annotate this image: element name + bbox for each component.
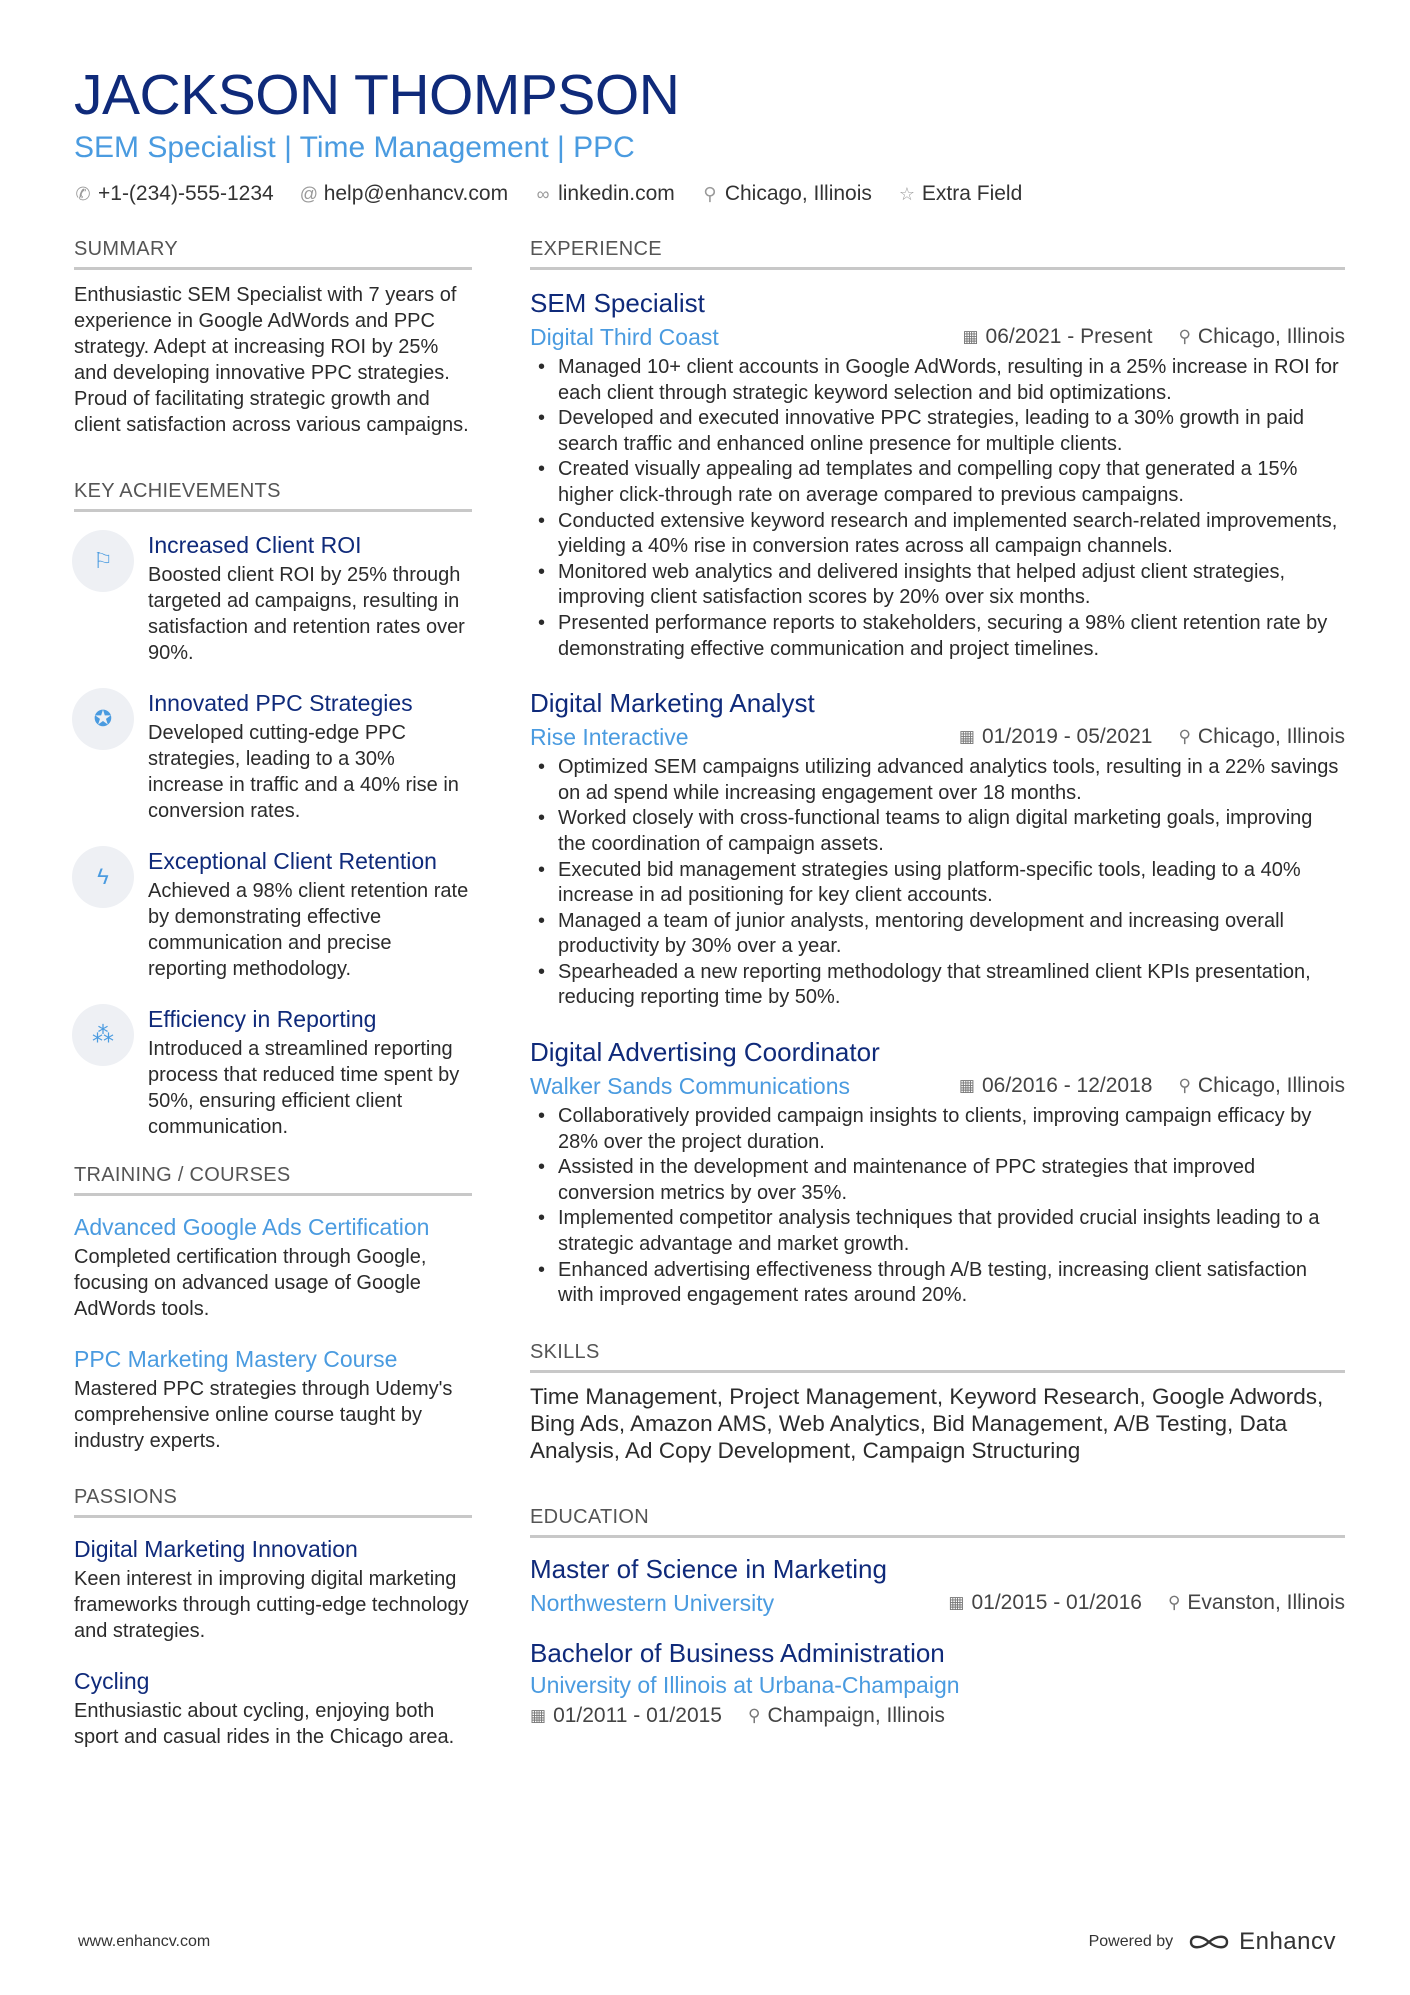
- achievement-item: [74, 846, 472, 982]
- achievement-item: [74, 688, 472, 824]
- lightning-icon: ϟ: [72, 846, 134, 908]
- contact-email[interactable]: [300, 180, 508, 208]
- job-bullet: • Assisted in the development and maintenance of PPC strategies that improved conversion metrics by over 35%.: [530, 1155, 1345, 1206]
- powered-by-label: Powered by: [1088, 1933, 1174, 1950]
- contact-extra-text: Extra Field: [921, 182, 1023, 205]
- email-icon: @: [299, 184, 318, 204]
- job-entry: [530, 286, 1345, 662]
- passions-heading: PASSIONS: [74, 1484, 472, 1518]
- job-bullets: [530, 355, 1345, 662]
- location-icon: ⚲: [1167, 1592, 1181, 1612]
- job-bullet: • Developed and executed innovative PPC strategies, leading to a 30% growth in paid search traffic and enhanced online presence for multiple clients.: [530, 406, 1345, 457]
- edu-location-text: Champaign, Illinois: [767, 1703, 945, 1727]
- achievement-desc: Introduced a streamlined reporting process that reduced time spent by 50%, ensuring efficient client communication.: [148, 1038, 460, 1138]
- magic-wand-icon: ⁂: [72, 1004, 134, 1066]
- job-bullet: • Managed 10+ client accounts in Google AdWords, resulting in a 25% increase in ROI for each client through strategic keyword selection and bid optimizations.: [530, 355, 1345, 406]
- job-bullet: • Managed a team of junior analysts, mentoring development and increasing overall productivity by 30% over a year.: [530, 909, 1345, 960]
- achievements-section: [74, 478, 472, 1140]
- job-bullet: • Executed bid management strategies using platform-specific tools, leading to a 40% increase in ad positioning for key client accounts.: [530, 858, 1345, 909]
- edu-location: [1168, 1589, 1345, 1617]
- location-icon: ⚲: [748, 1705, 761, 1725]
- contact-location: [701, 180, 872, 208]
- education-heading: EDUCATION: [530, 1504, 1345, 1538]
- achievement-item: [74, 530, 472, 666]
- contact-extra: [898, 180, 1022, 208]
- job-bullet: • Enhanced advertising effectiveness through A/B testing, increasing client satisfaction with improved engagement rates around 20%.: [530, 1258, 1345, 1309]
- education-entry: [530, 1636, 1345, 1730]
- job-bullet: • Created visually appealing ad templates and compelling copy that generated a 15% higher click-through rate on average compared to previous campaigns.: [530, 457, 1345, 508]
- job-location-text: Chicago, Illinois: [1197, 725, 1345, 749]
- job-location: [1178, 1072, 1345, 1100]
- achievement-title: Increased Client ROI: [148, 532, 362, 558]
- job-bullet: • Implemented competitor analysis techniques that provided crucial insights leading to a strategic advantage and market growth.: [530, 1206, 1345, 1257]
- job-location-text: Chicago, Illinois: [1197, 325, 1345, 348]
- skills-text: Time Management, Project Management, Keyword Research, Google Adwords, Bing Ads, Amazon AMS, Web Analytics, Bid Management, A/B Testing, Data Analysis, Ad Copy Development, Campaign Structuring: [530, 1383, 1324, 1463]
- calendar-icon: ▦: [530, 1705, 547, 1725]
- location-icon: ⚲: [1178, 1076, 1191, 1096]
- education-section: [530, 1504, 1345, 1730]
- course-item: [74, 1344, 472, 1454]
- job-bullet: • Worked closely with cross-functional teams to align digital marketing goals, improving the coordination of campaign assets.: [530, 806, 1345, 857]
- job-role: Digital Marketing Analyst: [530, 688, 815, 719]
- powered-by: [1089, 1928, 1336, 1956]
- summary-section: [74, 236, 472, 438]
- job-company: Rise Interactive: [530, 724, 689, 751]
- calendar-icon: ▦: [958, 1076, 975, 1096]
- job-bullet: • Monitored web analytics and delivered insights that helped adjust client strategies, improving client satisfaction scores by 20% over six months.: [530, 560, 1345, 611]
- job-location: [1178, 323, 1345, 351]
- left-column: [74, 236, 472, 1790]
- job-bullet: • Presented performance reports to stakeholders, securing a 98% client retention rate by demonstrating effective communication and project timelines.: [530, 611, 1345, 662]
- experience-section: [530, 236, 1345, 1309]
- calendar-icon: ▦: [948, 1592, 965, 1612]
- location-icon: ⚲: [1178, 327, 1191, 346]
- job-bullet: • Collaboratively provided campaign insights to clients, improving campaign efficacy by 28% over the project duration.: [530, 1104, 1345, 1155]
- passion-item: [74, 1534, 472, 1644]
- flag-icon: ⚐: [72, 530, 134, 592]
- contact-linkedin[interactable]: [534, 180, 675, 208]
- job-entry: [530, 686, 1345, 1011]
- training-heading: TRAINING / COURSES: [74, 1162, 472, 1196]
- job-location: [1178, 723, 1345, 751]
- calendar-icon: ▦: [958, 727, 975, 747]
- course-title: PPC Marketing Mastery Course: [74, 1346, 398, 1372]
- summary-text: Enthusiastic SEM Specialist with 7 years of experience in Google AdWords and PPC strategy. Adept at increasing ROI by 25% and developing innovative PPC strategies. Proud of facilitating strategic growth and client satisfaction across various campaigns.: [74, 284, 469, 436]
- passion-desc: Enthusiastic about cycling, enjoying both sport and casual rides in the Chicago area.: [74, 1700, 455, 1748]
- edu-degree: Bachelor of Business Administration: [530, 1637, 945, 1668]
- edu-dates-text: 01/2011 - 01/2015: [553, 1703, 722, 1727]
- achievement-title: Exceptional Client Retention: [148, 848, 437, 874]
- job-bullet: • Optimized SEM campaigns utilizing advanced analytics tools, resulting in a 22% savings on ad spend while increasing engagement over 18 months.: [530, 755, 1345, 806]
- passions-section: [74, 1484, 472, 1750]
- job-dates-text: 01/2019 - 05/2021: [981, 725, 1153, 749]
- training-section: [74, 1162, 472, 1454]
- skills-heading: SKILLS: [530, 1339, 1345, 1373]
- job-company: Digital Third Coast: [530, 324, 719, 350]
- star-icon: ☆: [898, 184, 915, 204]
- edu-school: University of Illinois at Urbana-Champaign: [530, 1671, 960, 1698]
- calendar-icon: ▦: [962, 327, 979, 346]
- edu-degree: Master of Science in Marketing: [530, 1553, 887, 1584]
- brand-name: Enhancv: [1239, 1928, 1336, 1955]
- experience-heading: EXPERIENCE: [530, 236, 1345, 270]
- edu-location: [748, 1702, 945, 1730]
- contact-bar: [74, 180, 1344, 208]
- achievement-desc: Achieved a 98% client retention rate by demonstrating effective communication and precise reporting methodology.: [148, 880, 469, 980]
- education-entry: [530, 1552, 1345, 1618]
- candidate-title: SEM Specialist | Time Management | PPC: [74, 131, 635, 164]
- right-column: [530, 236, 1345, 1770]
- edu-dates: [530, 1702, 722, 1730]
- job-dates-text: 06/2021 - Present: [985, 325, 1153, 348]
- job-bullets: [530, 755, 1345, 1011]
- course-desc: Mastered PPC strategies through Udemy's comprehensive online course taught by industry experts.: [74, 1378, 453, 1452]
- contact-email-text: help@enhancv.com: [323, 182, 509, 205]
- contact-phone: [74, 180, 274, 208]
- brand-logo[interactable]: [1187, 1928, 1336, 1956]
- course-item: [74, 1212, 472, 1322]
- contact-phone-text: +1-(234)-555-1234: [98, 182, 274, 205]
- course-title: Advanced Google Ads Certification: [74, 1214, 430, 1240]
- location-icon: ⚲: [703, 184, 717, 204]
- link-icon: ∞: [536, 184, 550, 204]
- job-location-text: Chicago, Illinois: [1197, 1074, 1345, 1098]
- achievement-item: [74, 1004, 472, 1140]
- job-bullets: [530, 1104, 1345, 1309]
- passion-desc: Keen interest in improving digital marketing frameworks through cutting-edge technology and strategies.: [74, 1568, 469, 1642]
- achievement-desc: Boosted client ROI by 25% through targeted ad campaigns, resulting in satisfaction and retention rates over 90%.: [148, 564, 465, 664]
- job-role: Digital Advertising Coordinator: [530, 1037, 880, 1068]
- job-bullet: • Conducted extensive keyword research and implemented search-related improvements, yielding a 40% rise in conversion rates across all campaign channels.: [530, 509, 1345, 560]
- job-dates-text: 06/2016 - 12/2018: [981, 1074, 1153, 1098]
- course-desc: Completed certification through Google, focusing on advanced usage of Google AdWords tools.: [74, 1246, 427, 1320]
- summary-heading: SUMMARY: [74, 236, 472, 270]
- job-entry: [530, 1035, 1345, 1309]
- contact-location-text: Chicago, Illinois: [724, 182, 872, 205]
- job-bullet: • Spearheaded a new reporting methodology that streamlined client KPIs presentation, reducing reporting time by 50%.: [530, 960, 1345, 1011]
- job-role: SEM Specialist: [530, 288, 705, 318]
- edu-dates: [948, 1589, 1142, 1617]
- footer-url[interactable]: www.enhancv.com: [78, 1933, 211, 1950]
- candidate-name: JACKSON THOMPSON: [74, 63, 680, 127]
- edu-dates-text: 01/2015 - 01/2016: [971, 1590, 1142, 1614]
- achievement-desc: Developed cutting-edge PPC strategies, leading to a 30% increase in traffic and a 40% rise in conversion rates.: [148, 722, 459, 822]
- location-icon: ⚲: [1178, 727, 1191, 747]
- page-footer: [78, 1928, 1336, 1956]
- job-company: Walker Sands Communications: [530, 1073, 850, 1100]
- edu-location-text: Evanston, Illinois: [1187, 1590, 1345, 1614]
- star-icon: ✪: [72, 688, 134, 750]
- achievement-title: Innovated PPC Strategies: [148, 690, 413, 716]
- job-dates: [959, 1072, 1153, 1100]
- job-dates: [959, 723, 1153, 751]
- passion-title: Cycling: [74, 1668, 150, 1694]
- resume-header: [74, 62, 1344, 208]
- passion-item: [74, 1666, 472, 1750]
- skills-section: [530, 1339, 1345, 1464]
- phone-icon: ✆: [75, 184, 91, 204]
- job-dates: [962, 323, 1152, 351]
- contact-linkedin-text: linkedin.com: [558, 182, 675, 205]
- enhancv-logo-icon: [1187, 1931, 1231, 1953]
- passion-title: Digital Marketing Innovation: [74, 1536, 358, 1562]
- achievement-title: Efficiency in Reporting: [148, 1006, 377, 1032]
- achievements-heading: KEY ACHIEVEMENTS: [74, 478, 472, 512]
- edu-school: Northwestern University: [530, 1589, 775, 1616]
